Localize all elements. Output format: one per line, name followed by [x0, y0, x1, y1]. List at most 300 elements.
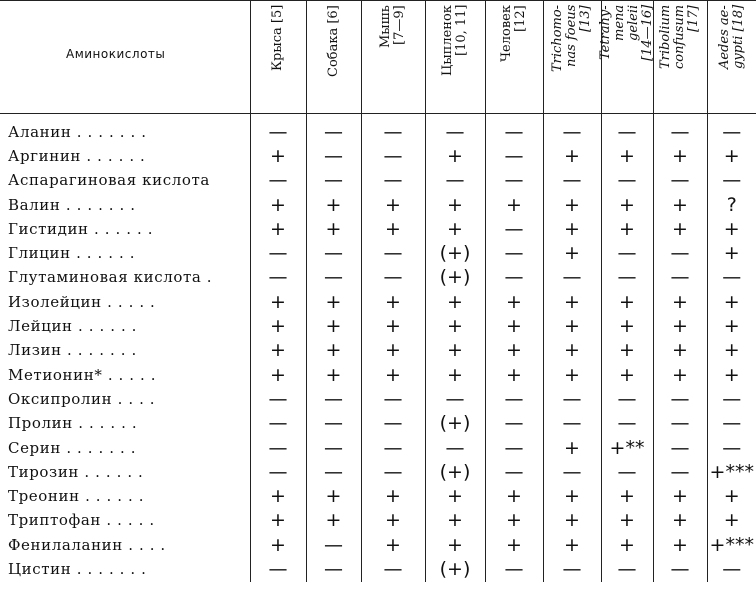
- requirement-cell: [601, 509, 653, 533]
- requirement-cell: [250, 169, 306, 193]
- requirement-symbol: —: [504, 120, 524, 143]
- requirement-cell: [425, 412, 485, 436]
- requirement-cell: [653, 509, 707, 533]
- amino-acid-name: Оксипролин . . . .: [8, 389, 156, 408]
- requirement-cell: [485, 290, 543, 314]
- requirement-symbol: —: [562, 412, 582, 435]
- requirement-symbol: +: [447, 193, 463, 216]
- requirement-cell: [361, 114, 425, 145]
- requirement-cell: [601, 314, 653, 338]
- requirement-symbol: +: [564, 290, 580, 313]
- requirement-symbol: +: [619, 509, 635, 532]
- requirement-symbol: —: [324, 460, 343, 483]
- requirement-symbol: +***: [709, 460, 754, 483]
- requirement-cell: [361, 412, 425, 436]
- requirement-cell: [543, 144, 601, 168]
- requirement-symbol: +: [325, 339, 342, 362]
- requirement-cell: [601, 436, 653, 460]
- requirement-symbol: +: [325, 363, 342, 386]
- requirement-cell: [250, 533, 306, 557]
- requirement-cell: [361, 387, 425, 411]
- column-header-label: Tetrahy- mena geleii [14—16]: [598, 5, 655, 62]
- requirement-symbol: +: [385, 509, 401, 532]
- table-row: [0, 144, 756, 168]
- requirement-cell: [361, 290, 425, 314]
- requirement-symbol: —: [670, 120, 690, 143]
- requirement-cell: [601, 412, 653, 436]
- requirement-cell: [425, 339, 485, 363]
- requirement-symbol: —: [722, 387, 742, 410]
- requirement-symbol: —: [383, 266, 403, 289]
- requirement-cell: [306, 387, 361, 411]
- requirement-symbol: ?: [726, 193, 737, 216]
- requirement-cell: [425, 290, 485, 314]
- requirement-cell: [250, 436, 306, 460]
- table-row: [0, 484, 756, 508]
- requirement-symbol: +: [564, 315, 580, 338]
- requirement-symbol: —: [722, 169, 742, 192]
- requirement-cell: [543, 339, 601, 363]
- requirement-symbol: —: [722, 557, 742, 580]
- amino-acid-name: Глутаминовая кислота .: [8, 268, 213, 287]
- amino-acids-header-label: Аминокислоты: [66, 47, 166, 61]
- requirement-cell: [485, 241, 543, 265]
- requirement-cell: [361, 193, 425, 217]
- requirement-symbol: +: [325, 485, 342, 508]
- amino-acid-name: Метионин* . . . . .: [8, 365, 157, 384]
- requirement-cell: [543, 266, 601, 290]
- requirement-symbol: +: [619, 339, 635, 362]
- requirement-symbol: +: [564, 533, 580, 556]
- table-row: [0, 436, 756, 460]
- requirement-symbol: +: [270, 290, 286, 313]
- requirement-cell: [601, 290, 653, 314]
- requirement-cell: [707, 509, 756, 533]
- requirement-symbol: —: [504, 144, 524, 167]
- requirement-symbol: (+): [439, 242, 471, 265]
- requirement-cell: [250, 144, 306, 168]
- requirement-symbol: +: [270, 315, 286, 338]
- requirement-cell: [485, 314, 543, 338]
- requirement-cell: [485, 436, 543, 460]
- requirement-symbol: —: [383, 436, 403, 459]
- requirement-cell: [306, 193, 361, 217]
- requirement-cell: [485, 363, 543, 387]
- requirement-cell: [306, 241, 361, 265]
- column-header-label: Aedes ae- gypti [18]: [716, 5, 746, 70]
- requirement-cell: [601, 193, 653, 217]
- requirement-cell: [250, 509, 306, 533]
- requirement-cell: [601, 144, 653, 168]
- requirement-symbol: +: [672, 290, 688, 313]
- requirement-cell: [250, 460, 306, 484]
- requirement-symbol: +: [672, 315, 688, 338]
- requirement-cell: [425, 314, 485, 338]
- requirement-cell: [425, 266, 485, 290]
- requirement-cell: [306, 412, 361, 436]
- requirement-symbol: —: [722, 412, 742, 435]
- requirement-symbol: —: [670, 436, 690, 459]
- requirement-cell: [306, 363, 361, 387]
- requirement-symbol: +: [385, 217, 401, 240]
- requirement-cell: [425, 144, 485, 168]
- table-row: [0, 314, 756, 338]
- requirement-symbol: +: [447, 533, 463, 556]
- table-row: [0, 217, 756, 241]
- amino-acid-name: Тирозин . . . . . .: [8, 462, 144, 481]
- requirement-cell: [653, 314, 707, 338]
- amino-acid-name: Глицин . . . . . .: [8, 244, 136, 263]
- amino-acid-name: Лейцин . . . . . .: [8, 317, 138, 336]
- requirement-cell: [601, 169, 653, 193]
- requirement-cell: [306, 144, 361, 168]
- column-header-label: Trichomo- nas foeus [13]: [550, 5, 593, 73]
- requirement-cell: [707, 533, 756, 557]
- column-header-3: [361, 1, 425, 114]
- requirement-symbol: —: [504, 460, 524, 483]
- requirement-cell: [707, 217, 756, 241]
- table-row: [0, 509, 756, 533]
- requirement-symbol: +: [506, 290, 522, 313]
- requirement-symbol: —: [562, 557, 582, 580]
- requirement-symbol: —: [617, 387, 637, 410]
- column-header-label: Мышь [7—9]: [378, 5, 407, 48]
- requirement-symbol: +: [723, 339, 740, 362]
- requirement-symbol: +: [723, 290, 740, 313]
- requirement-symbol: —: [504, 169, 524, 192]
- requirement-symbol: —: [670, 460, 690, 483]
- requirement-cell: [485, 193, 543, 217]
- requirement-cell: [361, 363, 425, 387]
- requirement-cell: [306, 290, 361, 314]
- requirement-cell: [543, 436, 601, 460]
- requirement-symbol: +: [564, 242, 580, 265]
- requirement-cell: [543, 314, 601, 338]
- requirement-symbol: +: [564, 193, 580, 216]
- requirement-symbol: +**: [609, 436, 645, 459]
- requirement-cell: [250, 484, 306, 508]
- requirement-symbol: —: [268, 436, 288, 459]
- requirement-cell: [707, 557, 756, 581]
- requirement-cell: [653, 460, 707, 484]
- amino-acids-column-header: [0, 1, 250, 114]
- requirement-symbol: +: [723, 144, 740, 167]
- requirement-symbol: +: [723, 509, 740, 532]
- requirement-cell: [425, 114, 485, 145]
- requirement-symbol: +***: [709, 533, 754, 556]
- requirement-symbol: +: [619, 363, 635, 386]
- requirement-symbol: —: [504, 557, 524, 580]
- requirement-cell: [543, 460, 601, 484]
- requirement-cell: [707, 241, 756, 265]
- requirement-symbol: —: [504, 412, 524, 435]
- requirement-symbol: —: [324, 436, 343, 459]
- amino-acid-name: Изолейцин . . . . .: [8, 292, 156, 311]
- requirement-symbol: —: [617, 266, 637, 289]
- requirement-cell: [361, 436, 425, 460]
- requirement-cell: [653, 290, 707, 314]
- requirement-symbol: —: [722, 436, 742, 459]
- requirement-symbol: —: [383, 412, 403, 435]
- requirement-symbol: —: [324, 533, 343, 556]
- requirement-symbol: +: [385, 290, 401, 313]
- requirement-cell: [250, 114, 306, 145]
- requirement-symbol: +: [325, 217, 342, 240]
- amino-acid-name: Аланин . . . . . . .: [8, 122, 147, 141]
- requirement-cell: [361, 217, 425, 241]
- requirement-symbol: —: [617, 557, 637, 580]
- amino-acid-name: Серин . . . . . . .: [8, 438, 137, 457]
- amino-acid-name: Фенилаланин . . . .: [8, 535, 166, 554]
- requirement-cell: [250, 314, 306, 338]
- table-row: [0, 169, 756, 193]
- requirement-symbol: +: [385, 533, 401, 556]
- requirement-cell: [306, 217, 361, 241]
- requirement-cell: [425, 460, 485, 484]
- requirement-symbol: —: [324, 242, 343, 265]
- requirement-symbol: —: [268, 557, 288, 580]
- requirement-cell: [306, 533, 361, 557]
- requirement-cell: [485, 460, 543, 484]
- requirement-symbol: +: [447, 144, 463, 167]
- requirement-cell: [250, 363, 306, 387]
- requirement-cell: [485, 557, 543, 581]
- requirement-symbol: —: [324, 387, 343, 410]
- requirement-symbol: +: [270, 509, 286, 532]
- requirement-cell: [485, 387, 543, 411]
- requirement-symbol: +: [447, 485, 463, 508]
- requirement-cell: [707, 169, 756, 193]
- requirement-cell: [425, 533, 485, 557]
- requirement-symbol: —: [324, 412, 343, 435]
- table-row: [0, 193, 756, 217]
- requirement-cell: [485, 484, 543, 508]
- requirement-cell: [543, 484, 601, 508]
- requirement-cell: [601, 217, 653, 241]
- requirement-symbol: —: [617, 120, 637, 143]
- requirement-symbol: +: [619, 485, 635, 508]
- requirement-cell: [707, 339, 756, 363]
- table-row: [0, 241, 756, 265]
- requirement-cell: [707, 314, 756, 338]
- requirement-cell: [653, 484, 707, 508]
- table-row: [0, 533, 756, 557]
- requirement-symbol: +: [270, 193, 286, 216]
- column-header-2: [306, 1, 361, 114]
- requirement-cell: [361, 241, 425, 265]
- column-header-7: [598, 1, 655, 114]
- requirement-cell: [707, 460, 756, 484]
- requirement-symbol: +: [506, 339, 522, 362]
- requirement-cell: [653, 533, 707, 557]
- requirement-cell: [653, 169, 707, 193]
- requirement-symbol: +: [385, 339, 401, 362]
- amino-acid-name: Триптофан . . . . .: [8, 511, 155, 530]
- requirement-cell: [250, 193, 306, 217]
- requirement-cell: [361, 169, 425, 193]
- requirement-symbol: +: [325, 290, 342, 313]
- requirement-cell: [306, 266, 361, 290]
- requirement-symbol: —: [562, 387, 582, 410]
- requirement-symbol: —: [324, 557, 343, 580]
- requirement-cell: [543, 363, 601, 387]
- requirement-cell: [707, 193, 756, 217]
- requirement-symbol: +: [270, 144, 286, 167]
- requirement-cell: [250, 290, 306, 314]
- requirement-cell: [543, 509, 601, 533]
- requirement-symbol: +: [619, 144, 635, 167]
- requirement-cell: [306, 436, 361, 460]
- requirement-cell: [653, 387, 707, 411]
- requirement-symbol: —: [383, 387, 403, 410]
- requirement-symbol: +: [723, 485, 740, 508]
- requirement-symbol: +: [564, 144, 580, 167]
- requirement-cell: [361, 557, 425, 581]
- requirement-symbol: (+): [439, 557, 471, 580]
- requirement-cell: [306, 557, 361, 581]
- requirement-symbol: +: [723, 363, 740, 386]
- requirement-symbol: +: [564, 509, 580, 532]
- requirement-symbol: +: [270, 533, 286, 556]
- requirement-symbol: +: [506, 315, 522, 338]
- requirement-cell: [653, 363, 707, 387]
- requirement-symbol: +: [506, 509, 522, 532]
- requirement-symbol: +: [385, 315, 401, 338]
- requirement-cell: [543, 193, 601, 217]
- requirement-cell: [653, 436, 707, 460]
- table-row: [0, 339, 756, 363]
- requirement-cell: [485, 266, 543, 290]
- requirement-cell: [425, 387, 485, 411]
- requirement-cell: [361, 266, 425, 290]
- requirement-cell: [485, 169, 543, 193]
- requirement-cell: [361, 509, 425, 533]
- requirement-cell: [601, 557, 653, 581]
- requirement-cell: [425, 193, 485, 217]
- requirement-cell: [250, 412, 306, 436]
- requirement-symbol: —: [670, 387, 690, 410]
- requirement-cell: [601, 460, 653, 484]
- amino-acid-name: Аспарагиновая кислота: [8, 171, 210, 190]
- requirement-symbol: —: [617, 242, 637, 265]
- requirement-cell: [250, 339, 306, 363]
- requirement-cell: [653, 193, 707, 217]
- requirement-cell: [306, 509, 361, 533]
- requirement-symbol: +: [270, 339, 286, 362]
- table-row: [0, 266, 756, 290]
- requirement-cell: [653, 144, 707, 168]
- requirement-symbol: +: [447, 290, 463, 313]
- requirement-cell: [543, 412, 601, 436]
- table-row: [0, 290, 756, 314]
- requirement-symbol: —: [324, 144, 343, 167]
- requirement-symbol: —: [324, 169, 343, 192]
- requirement-cell: [361, 460, 425, 484]
- column-header-label: Собака [6]: [325, 5, 341, 77]
- requirement-symbol: +: [270, 485, 286, 508]
- requirement-symbol: +: [564, 485, 580, 508]
- requirement-symbol: —: [268, 242, 288, 265]
- requirement-symbol: +: [672, 363, 688, 386]
- requirement-symbol: —: [268, 120, 288, 143]
- column-header-label: Крыса [5]: [270, 5, 285, 72]
- requirement-symbol: +: [385, 363, 401, 386]
- requirement-cell: [543, 290, 601, 314]
- column-header-4: [425, 1, 485, 114]
- requirement-cell: [425, 484, 485, 508]
- requirement-symbol: —: [445, 436, 465, 459]
- requirement-cell: [707, 412, 756, 436]
- amino-acid-name: Валин . . . . . . .: [8, 195, 136, 214]
- requirement-symbol: —: [617, 169, 637, 192]
- requirement-cell: [250, 387, 306, 411]
- table-body: [0, 114, 756, 582]
- requirement-cell: [601, 484, 653, 508]
- requirement-symbol: +: [564, 436, 580, 459]
- requirement-symbol: —: [617, 460, 637, 483]
- requirement-symbol: —: [504, 242, 524, 265]
- amino-acid-name: Пролин . . . . . .: [8, 414, 138, 433]
- requirement-cell: [601, 114, 653, 145]
- requirement-cell: [601, 363, 653, 387]
- requirement-symbol: —: [562, 169, 582, 192]
- requirement-cell: [250, 241, 306, 265]
- requirement-cell: [601, 339, 653, 363]
- requirement-cell: [543, 533, 601, 557]
- requirement-symbol: —: [670, 557, 690, 580]
- requirement-cell: [601, 241, 653, 265]
- requirement-cell: [707, 484, 756, 508]
- amino-acid-name: Треонин . . . . . .: [8, 487, 145, 506]
- table-row: [0, 412, 756, 436]
- requirement-symbol: +: [506, 485, 522, 508]
- requirement-symbol: +: [619, 290, 635, 313]
- requirement-symbol: —: [504, 387, 524, 410]
- requirement-cell: [361, 533, 425, 557]
- requirement-symbol: +: [564, 217, 580, 240]
- requirement-cell: [485, 217, 543, 241]
- requirement-symbol: +: [672, 217, 688, 240]
- requirement-symbol: +: [325, 193, 342, 216]
- requirement-symbol: +: [270, 217, 286, 240]
- requirement-cell: [543, 169, 601, 193]
- requirement-symbol: —: [324, 266, 343, 289]
- requirement-symbol: +: [385, 485, 401, 508]
- requirement-cell: [707, 387, 756, 411]
- requirement-symbol: +: [447, 315, 463, 338]
- requirement-symbol: —: [383, 242, 403, 265]
- column-header-8: [653, 1, 707, 114]
- requirement-cell: [707, 144, 756, 168]
- requirement-symbol: +: [672, 339, 688, 362]
- requirement-symbol: +: [506, 363, 522, 386]
- requirement-symbol: +: [325, 509, 342, 532]
- requirement-cell: [543, 557, 601, 581]
- requirement-cell: [425, 557, 485, 581]
- requirement-cell: [543, 241, 601, 265]
- requirement-symbol: +: [619, 217, 635, 240]
- requirement-symbol: —: [383, 169, 403, 192]
- requirement-symbol: —: [504, 436, 524, 459]
- requirement-symbol: +: [619, 315, 635, 338]
- requirement-cell: [653, 557, 707, 581]
- requirement-symbol: +: [672, 485, 688, 508]
- requirement-symbol: —: [670, 169, 690, 192]
- table-row: [0, 557, 756, 581]
- requirement-symbol: +: [672, 533, 688, 556]
- requirement-cell: [707, 436, 756, 460]
- requirement-cell: [601, 266, 653, 290]
